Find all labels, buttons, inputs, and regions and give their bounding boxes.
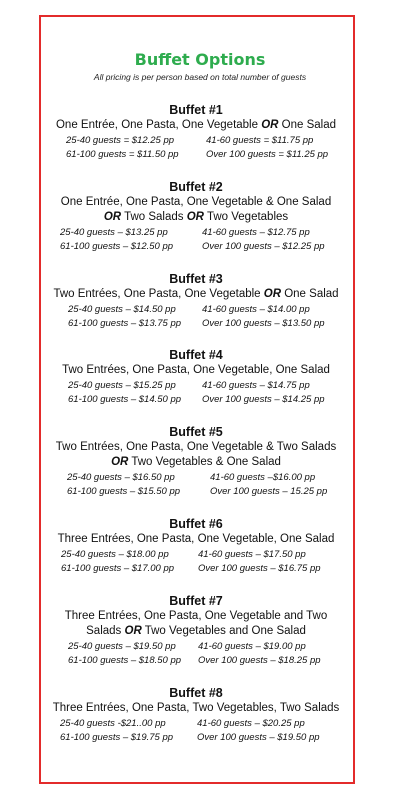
price-tier: 61-100 guests – $17.00 pp bbox=[61, 563, 175, 574]
or-emphasis: OR bbox=[186, 211, 204, 223]
description-text: Two Entrées, One Pasta, One Vegetable, One Salad bbox=[62, 364, 330, 376]
price-tier: 61-100 guests – $14.50 pp bbox=[68, 394, 182, 405]
price-tier: 41-60 guests – $14.00 pp bbox=[202, 304, 310, 315]
buffet-3 bbox=[46, 272, 346, 334]
buffet-description bbox=[46, 532, 346, 547]
price-grid bbox=[46, 304, 346, 334]
price-tier: 41-60 guests –$16.00 pp bbox=[210, 472, 316, 483]
description-text: Two Vegetables bbox=[203, 211, 289, 223]
price-tier: 41-60 guests – $12.75 pp bbox=[202, 227, 310, 238]
price-tier: 41-60 guests – $19.00 pp bbox=[198, 641, 306, 652]
buffet-description bbox=[46, 701, 346, 716]
buffet-title: Buffet #6 bbox=[169, 517, 223, 531]
description-text: One Salad bbox=[281, 288, 339, 300]
buffet-title: Buffet #8 bbox=[169, 686, 223, 700]
buffet-2 bbox=[46, 180, 346, 257]
buffet-description bbox=[46, 455, 346, 470]
description-text: One Entrée, One Pasta, One Vegetable bbox=[55, 119, 262, 131]
buffet-description bbox=[46, 287, 346, 302]
or-emphasis: OR bbox=[263, 288, 282, 300]
description-text: Two Salads bbox=[121, 211, 187, 223]
buffet-description bbox=[46, 118, 346, 133]
price-tier: Over 100 guests – $18.25 pp bbox=[198, 655, 321, 666]
price-tier: 61-100 guests – $13.75 pp bbox=[68, 318, 182, 329]
description-text: Three Entrées, One Pasta, One Vegetable, One Salad bbox=[57, 533, 335, 545]
buffet-description bbox=[46, 609, 346, 624]
price-tier: Over 100 guests – $13.50 pp bbox=[202, 318, 325, 329]
buffet-8 bbox=[46, 686, 346, 748]
description-text: Three Entrées, One Pasta, Two Vegetables, Two Salads bbox=[52, 702, 340, 714]
buffet-4 bbox=[46, 348, 346, 410]
price-tier: 61-100 guests – $18.50 pp bbox=[68, 655, 182, 666]
pricing-note: All pricing is per person based on total number of guests bbox=[93, 72, 307, 82]
price-grid bbox=[46, 380, 346, 410]
price-tier: 61-100 guests = $11.50 pp bbox=[66, 149, 179, 160]
buffet-description bbox=[46, 210, 346, 225]
description-text: One Entrée, One Pasta, One Vegetable & One Salad bbox=[60, 196, 332, 208]
price-tier: 61-100 guests – $15.50 pp bbox=[67, 486, 181, 497]
buffet-description bbox=[46, 363, 346, 378]
price-tier: 41-60 guests – $20.25 pp bbox=[197, 718, 305, 729]
buffet-title: Buffet #1 bbox=[169, 103, 223, 117]
price-tier: 41-60 guests – $17.50 pp bbox=[198, 549, 306, 560]
buffet-title: Buffet #2 bbox=[169, 180, 223, 194]
price-tier: Over 100 guests – $14.25 pp bbox=[202, 394, 325, 405]
description-text: Salads bbox=[86, 625, 125, 637]
description-text: Two Entrées, One Pasta, One Vegetable & Two Salads bbox=[55, 441, 337, 453]
or-emphasis: OR bbox=[261, 119, 279, 131]
price-tier: 41-60 guests – $14.75 pp bbox=[202, 380, 310, 391]
price-tier: Over 100 guests = $11.25 pp bbox=[206, 149, 329, 160]
price-tier: 61-100 guests – $19.75 pp bbox=[60, 732, 174, 743]
price-grid bbox=[46, 641, 346, 671]
buffet-title: Buffet #5 bbox=[169, 425, 223, 439]
description-text: Three Entrées, One Pasta, One Vegetable and Two bbox=[64, 610, 328, 622]
price-grid bbox=[46, 472, 346, 502]
price-tier: Over 100 guests – $19.50 pp bbox=[197, 732, 320, 743]
price-grid bbox=[46, 227, 346, 257]
or-emphasis: OR bbox=[111, 456, 129, 468]
buffet-description bbox=[46, 195, 346, 210]
description-text: Two Vegetables & One Salad bbox=[128, 456, 281, 468]
price-tier: 25-40 guests – $18.00 pp bbox=[61, 549, 169, 560]
buffet-7 bbox=[46, 594, 346, 671]
buffet-title: Buffet #7 bbox=[169, 594, 223, 608]
buffet-6 bbox=[46, 517, 346, 579]
price-tier: 25-40 guests = $12.25 pp bbox=[66, 135, 175, 146]
description-text: Two Entrées, One Pasta, One Vegetable bbox=[53, 288, 264, 300]
buffet-1 bbox=[46, 103, 346, 165]
or-emphasis: OR bbox=[124, 625, 142, 637]
price-tier: 25-40 guests – $13.25 pp bbox=[60, 227, 168, 238]
price-tier: Over 100 guests – $16.75 pp bbox=[198, 563, 321, 574]
price-tier: 25-40 guests -$21..00 pp bbox=[60, 718, 166, 729]
price-tier: 25-40 guests – $16.50 pp bbox=[67, 472, 175, 483]
price-grid bbox=[46, 718, 346, 748]
price-tier: 61-100 guests – $12.50 pp bbox=[60, 241, 174, 252]
price-tier: 41-60 guests = $11.75 pp bbox=[206, 135, 314, 146]
description-text: One Salad bbox=[278, 119, 337, 131]
price-tier: 25-40 guests – $14.50 pp bbox=[68, 304, 176, 315]
buffet-title: Buffet #3 bbox=[169, 272, 223, 286]
price-tier: Over 100 guests – $12.25 pp bbox=[202, 241, 325, 252]
or-emphasis: OR bbox=[103, 211, 122, 223]
price-tier: 25-40 guests – $15.25 pp bbox=[68, 380, 176, 391]
buffet-5 bbox=[46, 425, 346, 502]
price-grid bbox=[46, 549, 346, 579]
description-text: Two Vegetables and One Salad bbox=[141, 625, 306, 637]
buffet-description bbox=[46, 440, 346, 455]
price-tier: Over 100 guests – 15.25 pp bbox=[210, 486, 328, 497]
buffet-title: Buffet #4 bbox=[169, 348, 223, 362]
price-grid bbox=[46, 135, 346, 165]
price-tier: 25-40 guests – $19.50 pp bbox=[68, 641, 176, 652]
buffet-description bbox=[46, 624, 346, 639]
page-title: Buffet Options bbox=[134, 50, 266, 69]
